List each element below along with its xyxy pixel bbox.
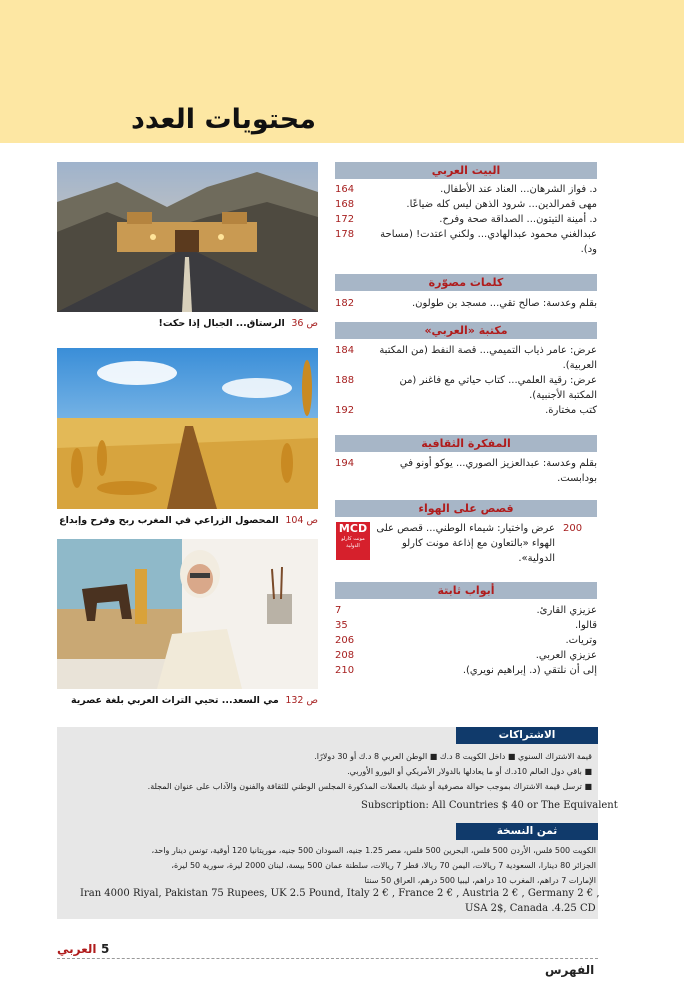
page-title: محتويات العدد [130, 104, 316, 135]
section-title: أبواب ثابتة [335, 582, 597, 599]
section-photo-words [335, 274, 597, 311]
photo-artist [57, 539, 318, 689]
subscription-line: ■ باقي دول العالم 10د.ك أو ما يعادلها بالدولار الأمريكي أو اليورو الأوربي. [347, 767, 592, 776]
list-item[interactable]: عزيزي القارئ. 7 [335, 605, 597, 616]
photo-wheat [57, 348, 318, 509]
list-item[interactable]: إلى أن نلتقي (د. إبراهيم نويري). 210 [335, 665, 597, 676]
list-item[interactable]: عرض: عامر ذياب التميمي... قصة النفط (من المكتبة العربية). 184 [335, 345, 597, 371]
page-number: 5 [101, 942, 110, 956]
list-item[interactable]: كتب مختارة. 192 [335, 405, 597, 416]
subscriptions-title: الاشتراكات [456, 727, 598, 744]
section-library [335, 322, 597, 418]
subscription-english: Subscription: All Countries $ 40 or The Equivalent [361, 800, 618, 811]
caption-artist: ص 132 مي السعد... تحيي التراث العربي بلغة عصرية [70, 695, 318, 706]
list-item[interactable]: عزيزي العربي. 208 [335, 650, 597, 661]
price-line: الجزائر 80 دينارا، السعودية 7 ريالات، اليمن 70 ريالا، قطر 7 ريالات، سلطنة عمان 500 بيسة، لبنان 2000 ليرة، سورية 50 ليرة، [171, 861, 596, 870]
section-title: مكتبة «العربي» [335, 322, 597, 339]
list-item[interactable]: عرض: رقية العلمي... كتاب حياتي مع فاغنر (من المكتبة الأجنبية). 188 [335, 375, 597, 401]
subscription-line: ■ ترسل قيمة الاشتراك بموجب حوالة مصرفية أو شيك بالعملات المذكورة المجلس الوطني للثقافة والفنون والآداب على عنوان المجلة. [147, 782, 592, 791]
section-fixed [335, 582, 597, 678]
list-item[interactable]: عرض واختيار: شيماء الوطني... قصص على الهواء «بالتعاون مع إذاعة مونت كارلو الدولية». 200 [376, 523, 583, 564]
section-title: قصص على الهواء [335, 500, 597, 517]
footer-brand: العربي [57, 942, 97, 956]
list-item[interactable]: بقلم وعدسة: عبدالعزيز الصوري... يوكو أونو في بودابست. 194 [335, 458, 597, 484]
section-title: المفكرة الثقافية [335, 435, 597, 452]
price-english: Iran 4000 Riyal, Pakistan 75 Rupees, UK 2.5 Pound, Italy 2 € , France 2 € , Austria 2 € , Germany 2 € , [80, 888, 600, 899]
list-item[interactable]: عبدالغني محمود عبدالهادي... ولكني اعتدت! (مساحة ود). 178 [335, 229, 597, 255]
price-line: الكويت 500 فلس، الأردن 500 فلس، البحرين 500 فلس، مصر 1.25 جنيه، السودان 500 جنيه، موريتانيا 120 أوقية، تونس دينار واحد، [151, 846, 596, 855]
list-item[interactable]: مهى قمرالدين... شرود الذهن ليس كله ضياعًا. 168 [335, 199, 597, 210]
section-air-stories [335, 500, 597, 566]
prices-title: ثمن النسخة [456, 823, 598, 840]
subscription-line: قيمة الاشتراك السنوي ■ داخل الكويت 8 د.ك ■ الوطن العربي 8 د.ك أو 30 دولارًا. [314, 752, 592, 761]
price-line: الإمارات 7 دراهم، المغرب 10 دراهم، ليبيا 500 درهم، العراق 50 سنتا [364, 876, 596, 885]
list-item[interactable]: وتريات. 206 [335, 635, 597, 646]
list-item[interactable]: بقلم وعدسة: صالح تقي... مسجد بن طولون. 182 [335, 298, 597, 309]
section-home [335, 162, 597, 257]
section-title: البيت العربي [335, 162, 597, 179]
header-band [0, 0, 684, 143]
photo-rustaq [57, 162, 318, 312]
footer-section: الفهرس [545, 963, 595, 977]
mcd-logo: MCD مونت كارلو الدولية [336, 522, 370, 560]
price-english: USA 2$, Canada .4.25 CD [465, 903, 596, 914]
caption-wheat: ص 104 المحصول الزراعي في المغرب ربح وفرح وإبداع [59, 515, 318, 526]
footer-divider [57, 958, 598, 959]
caption-rustaq: ص 36 الرستاق... الجبال إذا حكت! [158, 318, 318, 329]
section-title: كلمات مصوّرة [335, 274, 597, 291]
list-item[interactable]: د. أمينة التيتون... الصداقة صحة وفرح. 172 [335, 214, 597, 225]
list-item[interactable]: قالوا. 35 [335, 620, 597, 631]
section-cultural [335, 435, 597, 486]
list-item[interactable]: د. فواز الشرهان... العناد عند الأطفال. 164 [335, 184, 597, 195]
